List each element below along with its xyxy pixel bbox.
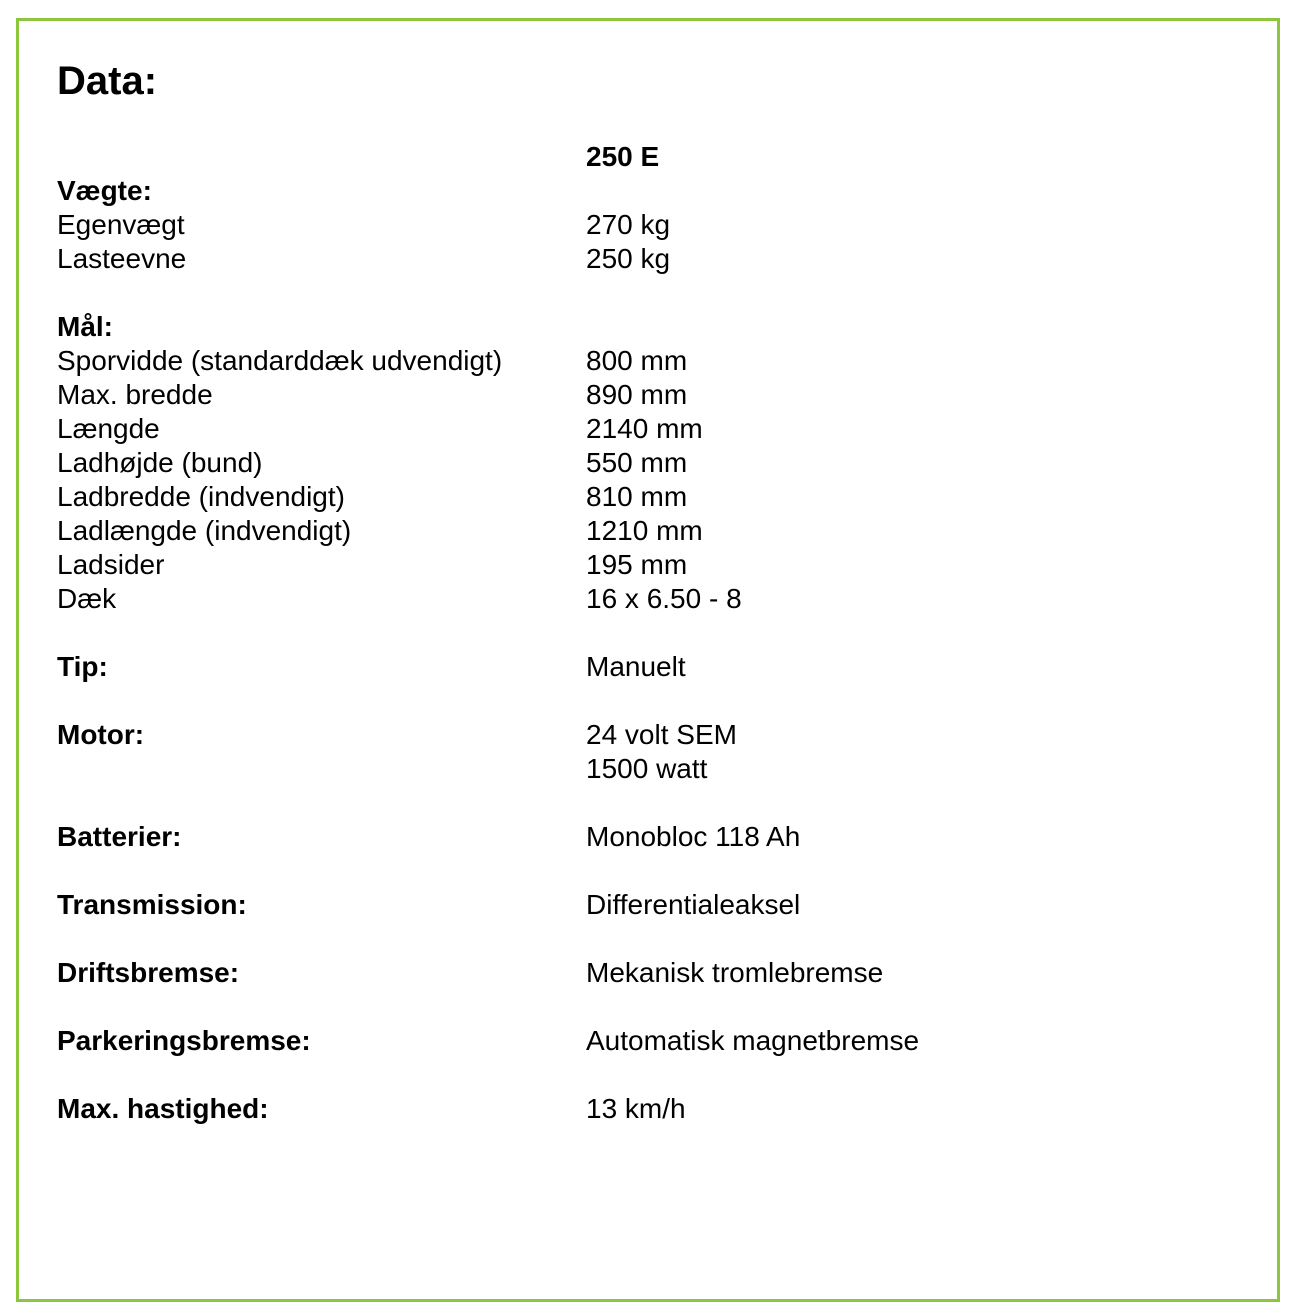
spec-value: 2140 mm [586,413,703,444]
spec-row [0,446,1296,480]
spec-label: Egenvægt [57,209,185,240]
spec-label: Tip: [57,651,108,682]
spec-row [0,650,1296,684]
spec-value: Mekanisk tromlebremse [586,957,884,988]
spec-row [0,548,1296,582]
spec-row [0,514,1296,548]
spec-label: Transmission: [57,889,247,920]
spec-label: Parkeringsbremse: [57,1025,311,1056]
spec-label: Motor: [57,719,145,750]
spec-value: 13 km/h [586,1093,686,1124]
spec-label: Max. hastighed: [57,1093,269,1124]
page-title: Data: [57,59,158,103]
model-header-row [0,140,1296,174]
spec-value: 890 mm [586,379,688,410]
spec-value: 195 mm [586,549,688,580]
spec-label: Længde [57,413,160,444]
spec-value: 270 kg [586,209,671,240]
spec-label: Driftsbremse: [57,957,240,988]
spec-label: Dæk [57,583,117,614]
spec-value: 550 mm [586,447,688,478]
spec-row [0,820,1296,854]
spec-row [0,888,1296,922]
spec-label: Ladsider [57,549,165,580]
spec-row [0,174,1296,208]
spec-value: Automatisk magnetbremse [586,1025,920,1056]
model-name: 250 E [586,141,660,172]
spec-row [0,242,1296,276]
spec-value: 1500 watt [586,753,708,784]
spec-value: 250 kg [586,243,671,274]
spec-row [0,344,1296,378]
spec-label: Ladbredde (indvendigt) [57,481,345,512]
spec-label: Vægte: [57,175,152,206]
spec-row [0,1092,1296,1126]
spec-row [0,956,1296,990]
spec-value: Manuelt [586,651,686,682]
spec-value: 1210 mm [586,515,703,546]
spec-value: 16 x 6.50 - 8 [586,583,742,614]
spec-label: Batterier: [57,821,182,852]
spec-row [0,208,1296,242]
spec-row [0,718,1296,752]
spec-row [0,582,1296,616]
spec-row [0,310,1296,344]
spec-label: Mål: [57,311,113,342]
spec-label: Sporvidde (standarddæk udvendigt) [57,345,503,376]
spec-value: 24 volt SEM [586,719,737,750]
spec-row [0,1024,1296,1058]
spec-value: Differentialeaksel [586,889,801,920]
spec-label: Max. bredde [57,379,213,410]
spec-row [0,752,1296,786]
spec-row [0,378,1296,412]
spec-label: Lasteevne [57,243,187,274]
spec-row [0,412,1296,446]
spec-value: 810 mm [586,481,688,512]
spec-label: Ladlængde (indvendigt) [57,515,352,546]
spec-row [0,480,1296,514]
spec-label: Ladhøjde (bund) [57,447,263,478]
spec-value: 800 mm [586,345,688,376]
spec-value: Monobloc 118 Ah [586,821,801,852]
